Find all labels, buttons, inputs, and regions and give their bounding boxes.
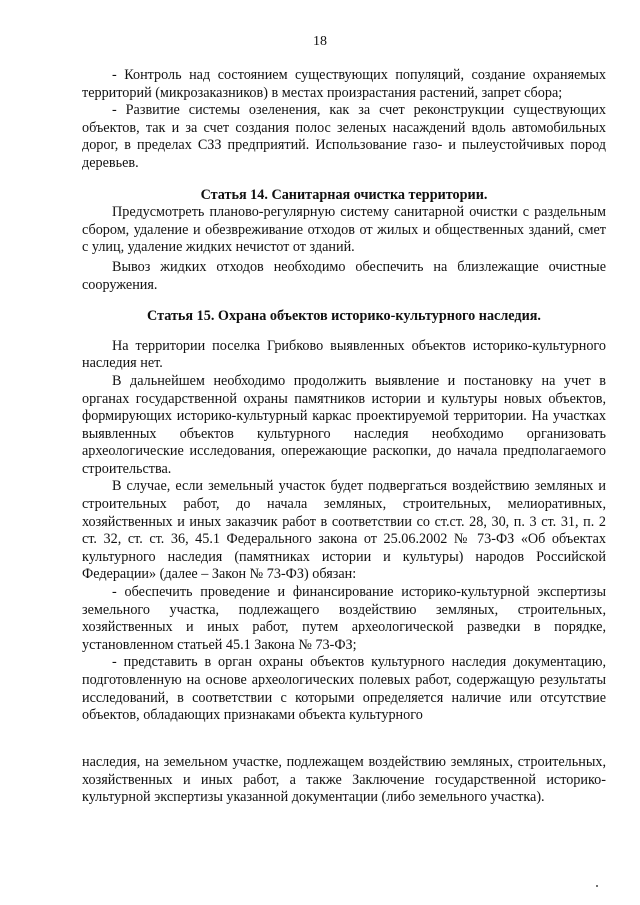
paragraph-further-identification: В дальнейшем необходимо продолжить выявление и постановку на учет в органах государственной охраны памятников истории и культуры новых объектов, формирующих историко-культурный каркас проектируемой территории. На участках выявленных объектов культурного наследия необходимо организовать археологические исследования, опережающие раскопки, до начала предполагаемого строительства. (82, 372, 606, 477)
text-block-main (82, 67, 606, 725)
text-block-continuation (82, 754, 606, 807)
paragraph-greening: - Развитие системы озеленения, как за счет реконструкции существующих объектов, так и за счет создания полос зеленых насаждений вдоль автомобильных дорог, в пределах СЗЗ предприятий. Использование газо- и пылеустойчивых пород деревьев. (82, 102, 606, 171)
heading-article-14: Статья 14. Санитарная очистка территории. (200, 186, 488, 203)
paragraph-populations: - Контроль над состоянием существующих популяций, создание охраняемых территорий (микрозаказников) в местах произрастания растений, запрет сбора; (82, 67, 606, 101)
heading-article-15: Статья 15. Охрана объектов историко-культурного наследия. (147, 308, 541, 325)
page-number: 18 (313, 34, 327, 49)
list-item-ensure-expertise: - обеспечить проведение и финансирование историко-культурной экспертизы земельного участка, подлежащего воздействию земляных, строительных, хозяйственных и иных работ, путем археологической разведки в порядке, установленном статьей 45.1 Закона № 73-ФЗ; (82, 584, 606, 653)
list-item-submit-documentation: - представить в орган охраны объектов культурного наследия документацию, подготовленную на основе археологических полевых работ, содержащую результаты исследований, в соответствии с которыми определяется наличие или отсутствие объектов, обладающих признаками объекта культурного (82, 654, 606, 724)
paragraph-sanitary-cleaning: Предусмотреть планово-регулярную систему санитарной очистки с раздельным сбором, удаление и обезвреживание отходов от жилых и общественных зданий, смет с улиц, удаление жидких нечистот от зданий. (82, 204, 606, 256)
paragraph-continuation: наследия, на земельном участке, подлежащем воздействию земляных, строительных, хозяйственных и иных работ, а также Заключение государственной историко-культурной экспертизы указанной документации (либо земельного участка). (82, 754, 606, 806)
paragraph-gribkovo: На территории поселка Грибково выявленных объектов историко-культурного наследия нет. (82, 337, 606, 372)
paragraph-land-works: В случае, если земельный участок будет подвергаться воздействию земляных и строительных работ, до начала земляных, строительных, мелиоративных, хозяйственных и иных заказчик работ в соответствии со ст.ст. 28, 30, п. 3 ст. 31, п. 2 ст. 32, ст. ст. 36, 45.1 Федерального закона от 25.06.2002 № 73-ФЗ «Об объектах культурного наследия (памятниках истории и культуры) народов Российской Федерации» (далее – Закон № 73-ФЗ) обязан: (82, 478, 606, 583)
scan-speck (596, 885, 598, 887)
paragraph-liquid-waste: Вывоз жидких отходов необходимо обеспечить на близлежащие очистные сооружения. (82, 258, 606, 293)
